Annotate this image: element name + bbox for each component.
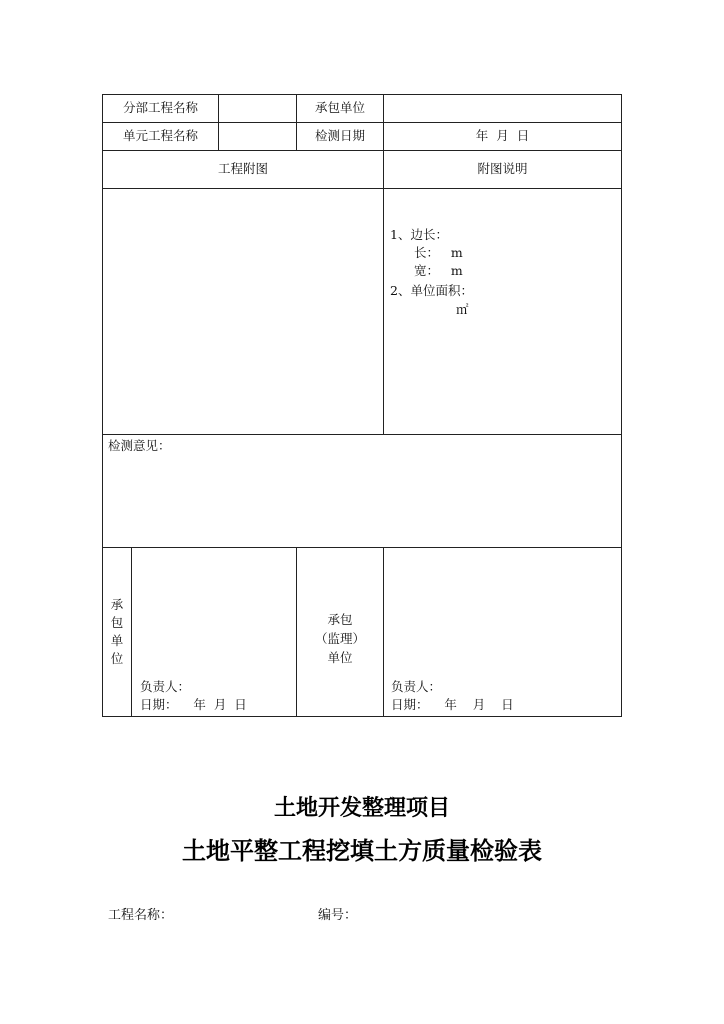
right-sign-date[interactable]: 日期： 年 月 日	[391, 697, 514, 712]
contractor-label: 承包单位	[314, 100, 365, 115]
drawing-notes-header: 附图说明	[477, 161, 528, 176]
inspection-opinion-label: 检测意见：	[108, 438, 171, 453]
right-responsible-person[interactable]: 负责人：	[391, 679, 442, 694]
left-responsible-person[interactable]: 负责人：	[140, 679, 191, 694]
note-width: 宽： m	[414, 263, 463, 278]
inspection-date-value[interactable]: 年 月 日	[475, 128, 530, 143]
supervisor-label-line-2: （监理）	[314, 631, 365, 646]
document-title-line-2: 土地平整工程挖填土方质量检验表	[182, 837, 542, 865]
project-name-label: 工程名称：	[108, 908, 174, 923]
document-number-label: 编号：	[318, 908, 358, 923]
inspection-date-label: 检测日期	[314, 128, 365, 143]
left-sign-date[interactable]: 日期： 年 月 日	[140, 697, 247, 712]
contractor-char-1: 承	[110, 597, 124, 612]
inspection-opinion-area[interactable]	[103, 456, 621, 546]
unit-project-name-label: 单元工程名称	[122, 128, 198, 143]
supervisor-label-line-3: 单位	[327, 650, 353, 665]
drawing-header: 工程附图	[217, 161, 268, 176]
document-title-line-1: 土地开发整理项目	[273, 796, 450, 821]
note-side-length: 1、边长：	[390, 227, 448, 242]
subproject-name-label: 分部工程名称	[122, 100, 198, 115]
supervisor-label-line-1: 承包	[327, 612, 353, 627]
drawing-area[interactable]	[103, 189, 383, 434]
note-area-unit: ㎡	[456, 302, 469, 317]
contractor-char-2: 包	[110, 615, 124, 630]
note-length: 长： m	[414, 245, 463, 260]
contractor-char-3: 单	[110, 633, 124, 648]
note-unit-area: 2、单位面积：	[390, 283, 473, 298]
contractor-char-4: 位	[110, 651, 124, 666]
